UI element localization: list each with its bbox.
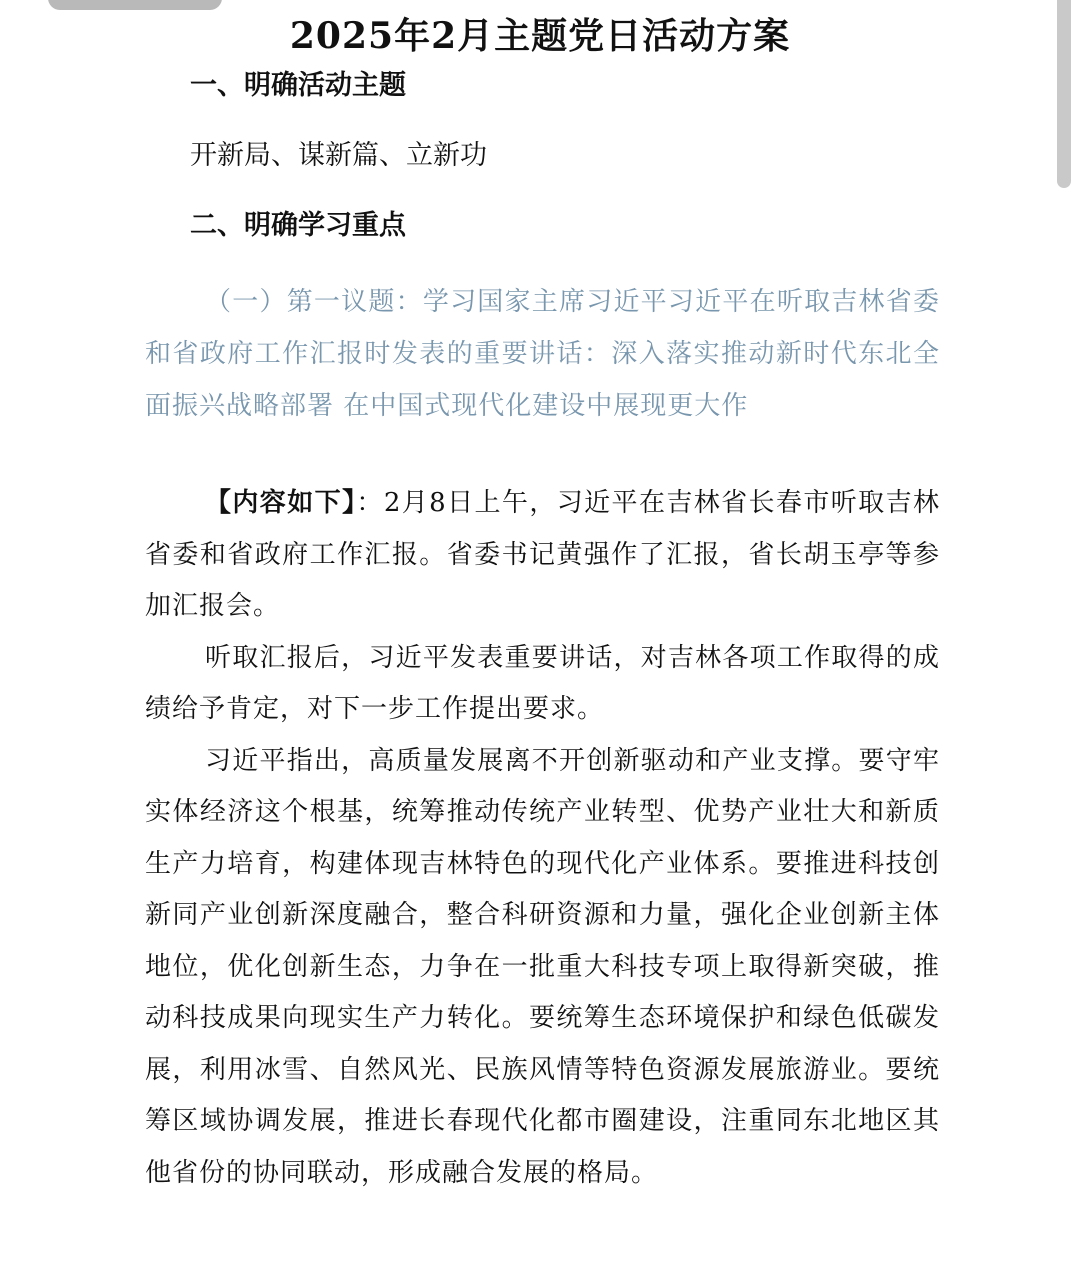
paragraph-1 bbox=[145, 478, 940, 633]
top-tab[interactable] bbox=[48, 0, 222, 10]
paragraph-2: 听取汇报后，习近平发表重要讲话，对吉林各项工作取得的成绩给予肯定，对下一步工作提出要求。 bbox=[145, 642, 940, 724]
activity-theme: 开新局、谋新篇、立新功 bbox=[190, 140, 487, 171]
document-body bbox=[145, 478, 940, 1199]
content-lead: 【内容如下】 bbox=[205, 488, 357, 518]
paragraph-1-text: ：2月8日上午，习近平在吉林省长春市听取吉林省委和省政府工作汇报。省委书记黄强作了汇报，省长胡玉亭等参加汇报会。 bbox=[145, 488, 940, 621]
document-title: 2025年2月主题党日活动方案 bbox=[289, 15, 791, 57]
agenda-item: （一）第一议题：学习国家主席习近平习近平在听取吉林省委和省政府工作汇报时发表的重要讲话：深入落实推动新时代东北全面振兴战略部署 在中国式现代化建设中展现更大作 bbox=[145, 287, 940, 421]
section-heading-theme: 一、明确活动主题 bbox=[190, 70, 406, 101]
paragraph-3: 习近平指出，高质量发展离不开创新驱动和产业支撑。要守牢实体经济这个根基，统筹推动传统产业转型、优势产业壮大和新质生产力培育，构建体现吉林特色的现代化产业体系。要推进科技创新同产业创新深度融合，整合科研资源和力量，强化企业创新主体地位，优化创新生态，力争在一批重大科技专项上取得新突破，推动科技成果向现实生产力转化。要统筹生态环境保护和绿色低碳发展，利用冰雪、自然风光、民族风情等特色资源发展旅游业。要统筹区域协调发展，推进长春现代化都市圈建设，注重同东北地区其他省份的协同联动，形成融合发展的格局。 bbox=[145, 745, 940, 1188]
section-heading-study: 二、明确学习重点 bbox=[190, 210, 406, 241]
